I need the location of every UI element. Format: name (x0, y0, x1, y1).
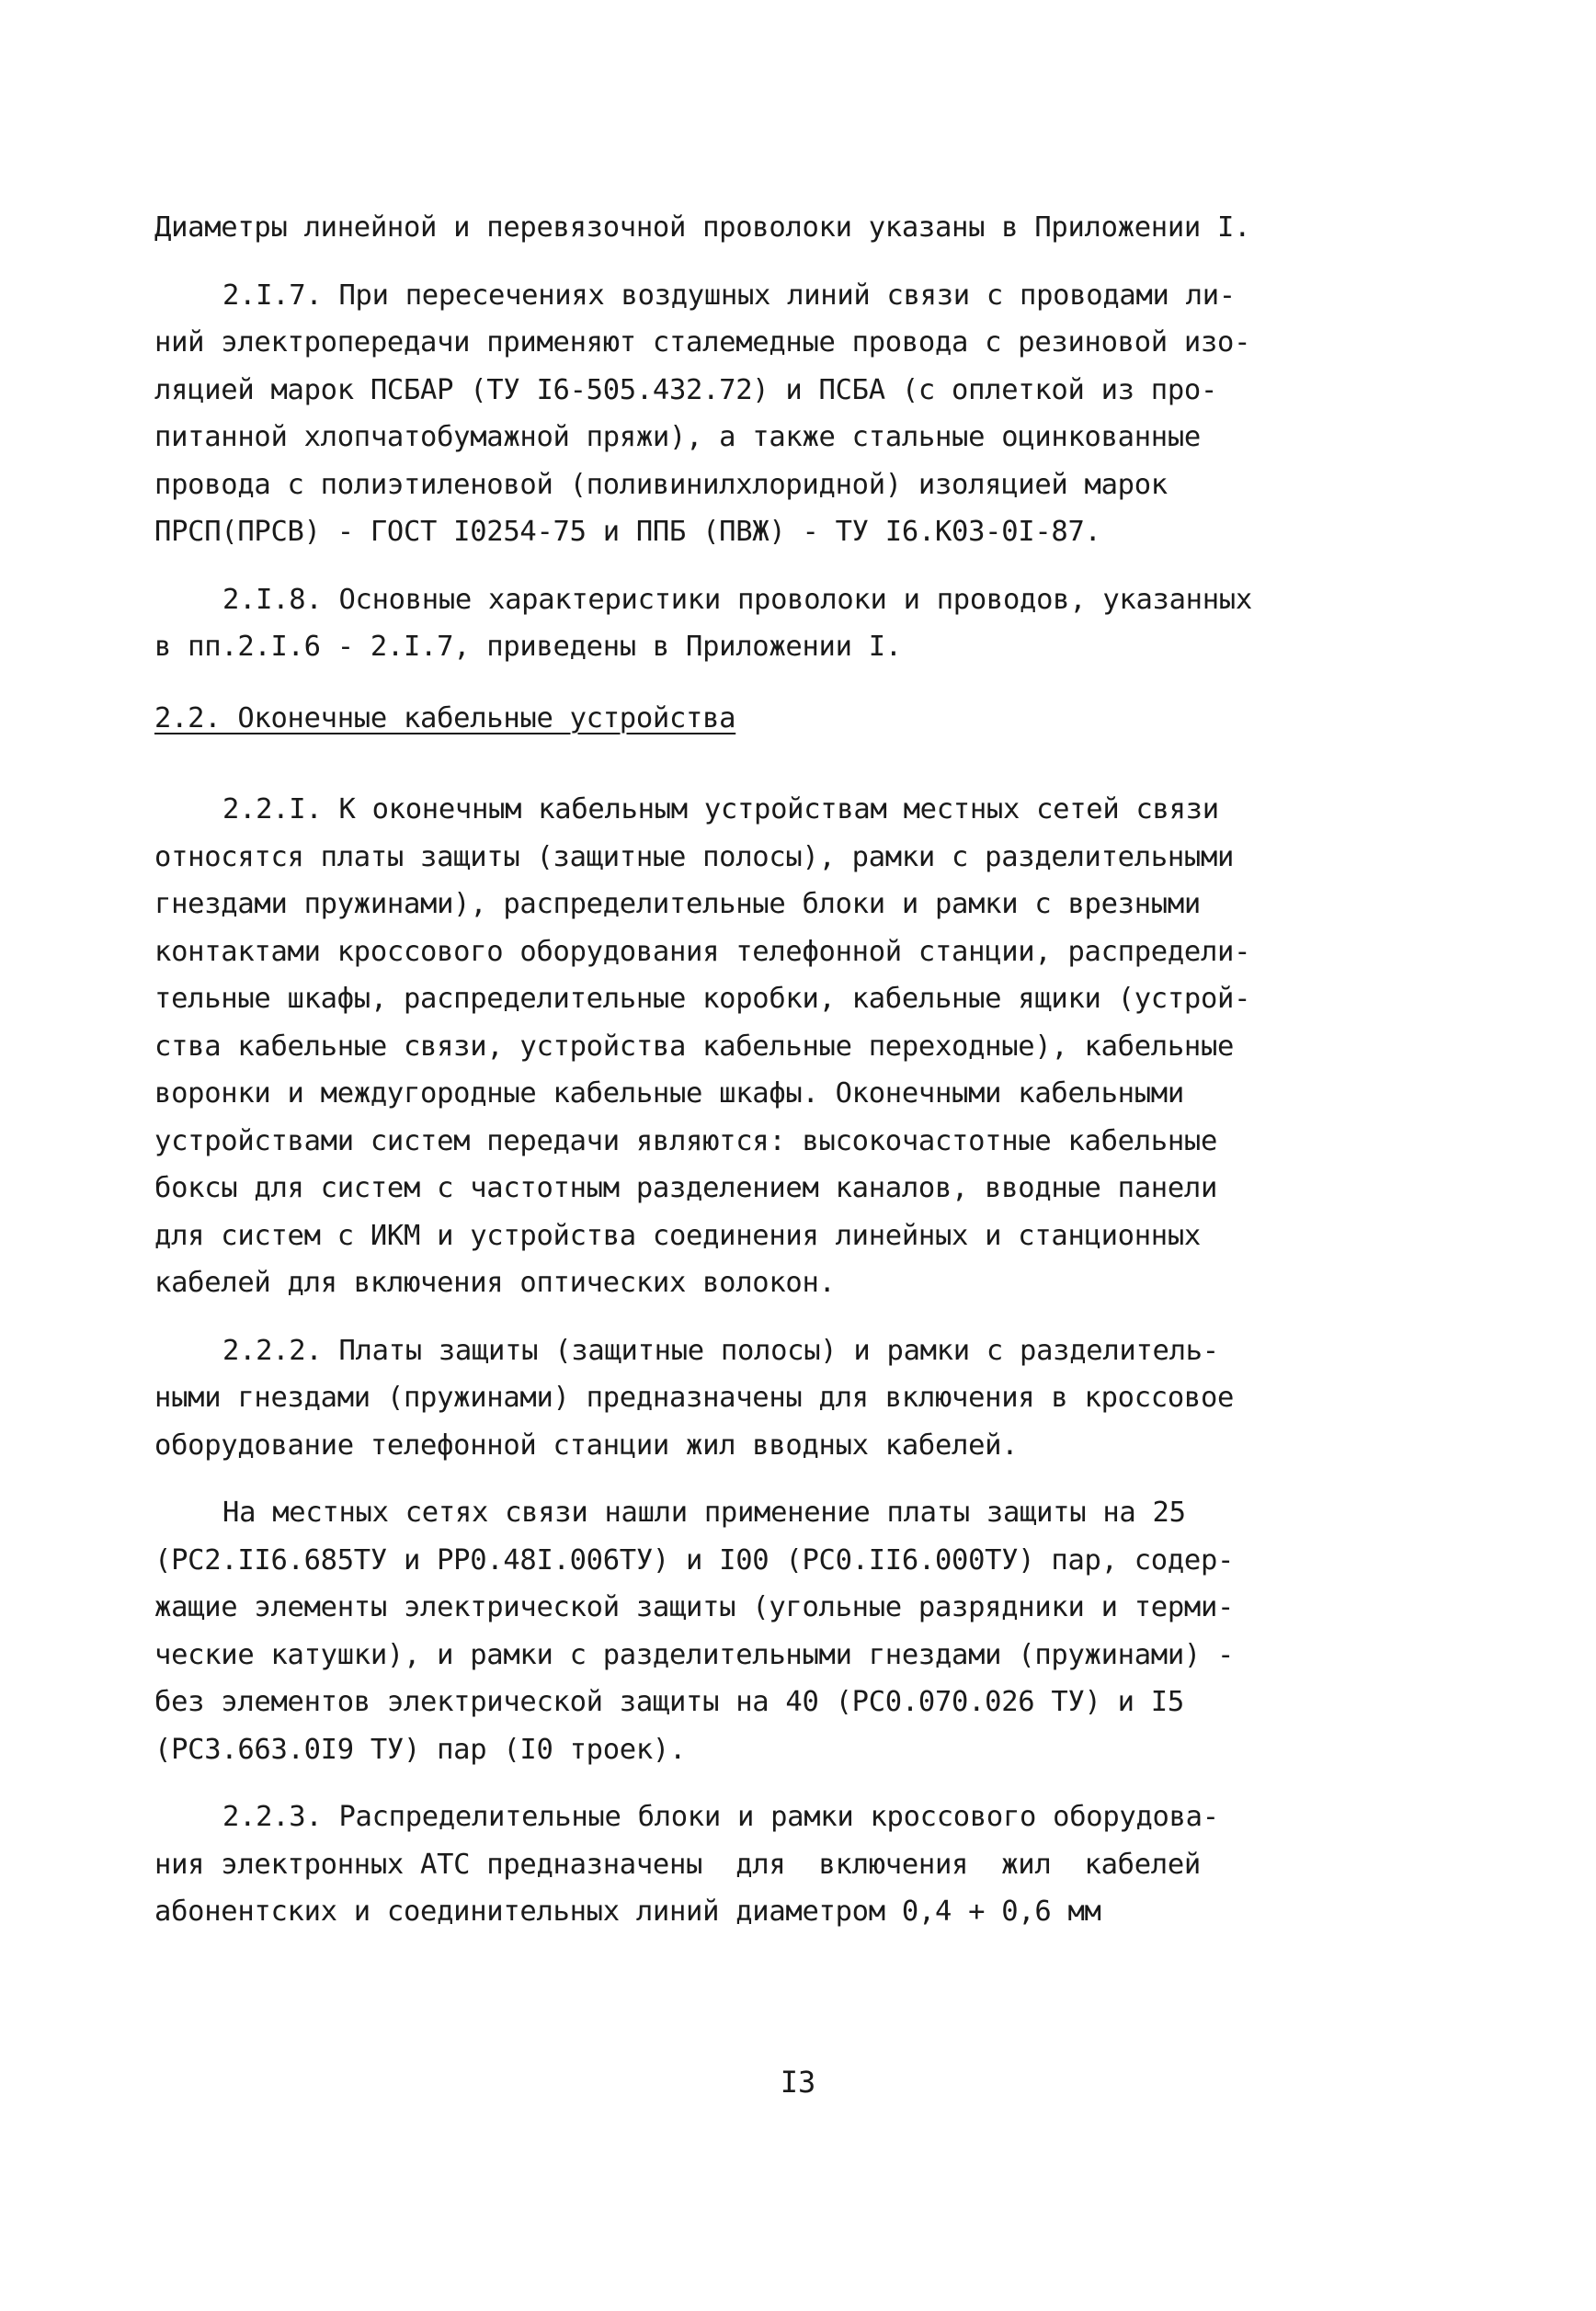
paragraph (154, 204, 1386, 252)
text-line: тельные шкафы, распределительные коробки, кабельные ящики (устрой- (154, 983, 1251, 1015)
text-line: провода с полиэтиленовой (поливинилхлоридной) изоляцией марок (154, 468, 1168, 501)
section-heading (154, 691, 1386, 767)
text-line: 2.2.3. Распределительные блоки и рамки кроссового оборудова- (222, 1801, 1219, 1833)
text-line: 2.2.2. Платы защиты (защитные полосы) и рамки с разделитель- (222, 1334, 1219, 1367)
paragraph (154, 1489, 1386, 1773)
paragraph (154, 272, 1386, 556)
paragraph (154, 786, 1386, 1307)
text-line: боксы для систем с частотным разделением каналов, вводные панели (154, 1172, 1218, 1204)
text-line: кабелей для включения оптических волокон. (154, 1267, 836, 1299)
text-line: гнездами пружинами), распределительные блоки и рамки с врезными (154, 888, 1201, 920)
text-line: устройствами систем передачи являются: высокочастотные кабельные (154, 1124, 1218, 1157)
text-line: (РС2.II6.685ТУ и РР0.48I.006ТУ) и I00 (РС0.II6.000ТУ) пар, содер- (154, 1543, 1235, 1577)
text-line: ными гнездами (пружинами) предназначены для включения в кроссовое (154, 1382, 1235, 1414)
heading-text: 2.2. Оконечные кабельные устройства (154, 701, 736, 734)
text-line: в пп.2.I.6 - 2.I.7, приведены в Приложении I. (154, 631, 902, 663)
text-line: жащие элементы электрической защиты (угольные разрядники и терми- (154, 1591, 1235, 1623)
text-line: ческие катушки), и рамки с разделительными гнездами (пружинами) - (154, 1638, 1235, 1671)
text-line: ПРСП(ПРСВ) - ГОСТ I0254-75 и ППБ (ПВЖ) - ТУ I6.К03-0I-87. (154, 516, 1101, 548)
text-line: ния электронных АТС предназначены для включения жил кабелей (154, 1848, 1201, 1881)
text-line: 2.I.7. При пересечениях воздушных линий связи с проводами ли- (222, 279, 1236, 312)
paragraph (154, 576, 1386, 671)
text-line: относятся платы защиты (защитные полосы), рамки с разделительными (154, 840, 1235, 873)
text-line: ства кабельные связи, устройства кабельные переходные), кабельные (154, 1030, 1235, 1063)
text-line: оборудование телефонной станции жил вводных кабелей. (154, 1429, 1019, 1462)
text-line: 2.2.I. К оконечным кабельным устройствам местных сетей связи (222, 793, 1219, 825)
text-line: (РС3.663.0I9 ТУ) пар (I0 троек). (154, 1733, 687, 1766)
document-body (154, 204, 1386, 1956)
text-line: питанной хлопчатобумажной пряжи), а также стальные оцинкованные (154, 421, 1201, 453)
text-line: Диаметры линейной и перевязочной проволоки указаны в Приложении I. (154, 211, 1251, 244)
text-line: абонентских и соединительных линий диаметром 0,4 + 0,6 мм (154, 1895, 1101, 1928)
paragraph (154, 1793, 1386, 1936)
paragraph (154, 1327, 1386, 1470)
text-line: воронки и междугородные кабельные шкафы. Оконечными кабельными (154, 1077, 1184, 1110)
page-number: I3 (780, 2065, 816, 2100)
text-line: ляцией марок ПСБАР (ТУ I6-505.432.72) и ПСБА (с оплеткой из про- (154, 373, 1218, 406)
text-line: ний электропередачи применяют сталемедные провода с резиновой изо- (154, 326, 1251, 359)
text-line: для систем с ИКМ и устройства соединения линейных и станционных (154, 1219, 1201, 1252)
text-line: На местных сетях связи нашли применение платы защиты на 25 (222, 1497, 1186, 1529)
text-line: контактами кроссового оборудования телефонной станции, распредели- (154, 935, 1251, 968)
text-line: без элементов электрической защиты на 40 (РС0.070.026 ТУ) и I5 (154, 1686, 1184, 1718)
text-line: 2.I.8. Основные характеристики проволоки и проводов, указанных (222, 583, 1252, 616)
